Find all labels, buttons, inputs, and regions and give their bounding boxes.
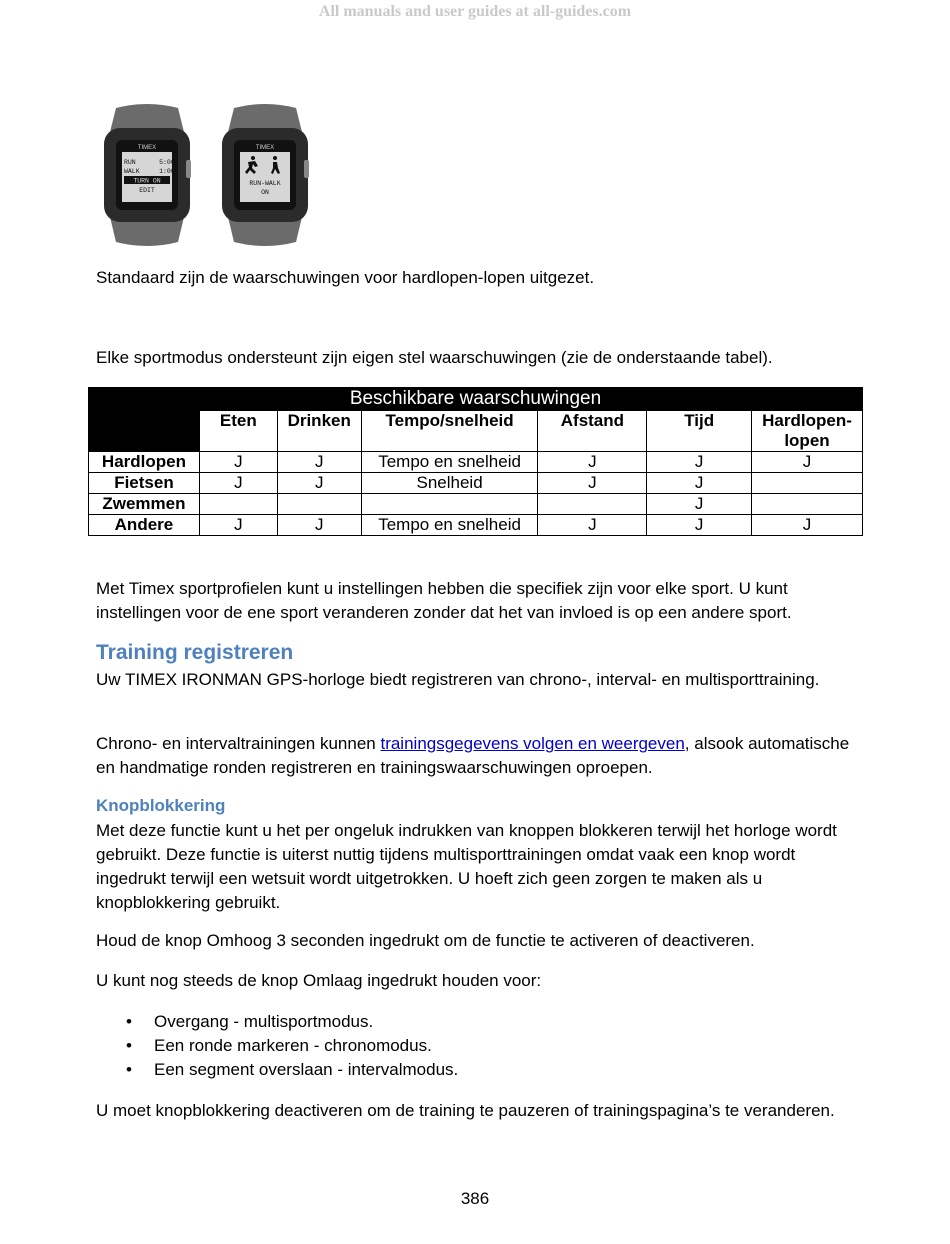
table-cell: J (199, 515, 277, 536)
paragraph-sport-profiles: Met Timex sportprofielen kunt u instellingen hebben die specifiek zijn voor elke sport. U kunt instellingen voor de ene sport veranderen zonder dat het van invloed is op een andere sport. (96, 579, 792, 622)
table-cell: J (538, 473, 647, 494)
bullet-icon: • (126, 1012, 132, 1031)
table-cell: J (752, 515, 863, 536)
table-corner (89, 411, 200, 452)
table-cell: J (199, 452, 277, 473)
column-header: Hardlopen-lopen (752, 411, 863, 452)
watch-images (102, 102, 312, 247)
row-header: Zwemmen (89, 494, 200, 515)
paragraph-still-hold-down: U kunt nog steeds de knop Omlaag ingedrukt houden voor: (96, 971, 542, 990)
column-header: Tempo/snelheid (361, 411, 538, 452)
table-cell: J (752, 452, 863, 473)
watch-image-run-walk-setting (102, 102, 192, 247)
list-item (96, 1034, 458, 1058)
table-row (89, 515, 863, 536)
column-header: Eten (199, 411, 277, 452)
list-item-text: Overgang - multisportmodus. (154, 1012, 374, 1031)
watermark: All manuals and user guides at all-guides.com (318, 3, 632, 20)
list-item (96, 1010, 458, 1034)
table-row (89, 452, 863, 473)
table-cell (752, 473, 863, 494)
bullet-list (96, 1010, 458, 1082)
table-cell: Tempo en snelheid (361, 515, 538, 536)
alerts-table (88, 387, 863, 536)
chrono-text-after: , alsook automatische en handmatige ronden registreren en trainingswaarschuwingen oproepen. (96, 734, 850, 777)
list-item (96, 1058, 458, 1082)
table-row (89, 473, 863, 494)
table-cell: J (199, 473, 277, 494)
table-cell (752, 494, 863, 515)
page-number: 386 (460, 1189, 490, 1208)
table-cell: J (647, 494, 752, 515)
column-header: Drinken (277, 411, 361, 452)
chrono-text-before: Chrono- en intervaltrainingen kunnen (96, 734, 381, 753)
table-cell: J (647, 515, 752, 536)
table-cell (277, 494, 361, 515)
paragraph-deactivate: U moet knopblokkering deactiveren om de training te pauzeren of trainingspagina’s te veranderen. (96, 1101, 835, 1120)
watch-screen-line: RUN-WALK (249, 180, 281, 187)
paragraph-sport-mode: Elke sportmodus ondersteunt zijn eigen stel waarschuwingen (zie de onderstaande tabel). (96, 348, 773, 367)
table-cell (538, 494, 647, 515)
table-cell: J (538, 452, 647, 473)
paragraph-default-alerts: Standaard zijn de waarschuwingen voor hardlopen-lopen uitgezet. (96, 268, 595, 287)
row-header: Hardlopen (89, 452, 200, 473)
watch-screen-line: ON (261, 189, 269, 196)
watch-screen-line: EDIT (139, 187, 155, 194)
table-cell (199, 494, 277, 515)
column-header: Tijd (647, 411, 752, 452)
paragraph-button-lock: Met deze functie kunt u het per ongeluk indrukken van knoppen blokkeren terwijl het horloge wordt gebruikt. Deze functie is uiterst nuttig tijdens multisporttrainingen omdat vaak een knop wordt ingedrukt terwijl een wetsuit wordt uitgetrokken. U hoeft zich geen zorgen te maken als u knopblokkering gebruikt. (96, 821, 837, 912)
list-item-text: Een segment overslaan - intervalmodus. (154, 1060, 459, 1079)
table-row (89, 494, 863, 515)
watch-screen-line: RUN 5:00 (124, 159, 175, 166)
table-cell: J (277, 515, 361, 536)
watch-brand: TIMEX (255, 145, 275, 151)
bullet-icon: • (126, 1036, 132, 1055)
table-cell: Snelheid (361, 473, 538, 494)
table-cell: Tempo en snelheid (361, 452, 538, 473)
watch-screen-line: TURN ON (133, 177, 161, 185)
training-data-link[interactable]: trainingsgegevens volgen en weergeven (380, 734, 685, 753)
table-title: Beschikbare waarschuwingen (89, 388, 863, 411)
heading-button-lock: Knopblokkering (96, 796, 226, 815)
column-header: Afstand (538, 411, 647, 452)
row-header: Fietsen (89, 473, 200, 494)
paragraph-hold-up: Houd de knop Omhoog 3 seconden ingedrukt om de functie te activeren of deactiveren. (96, 931, 755, 950)
watch-image-run-walk-on (220, 102, 310, 247)
watch-screen-line: WALK 1:00 (124, 168, 175, 175)
heading-training: Training registreren (96, 641, 294, 664)
table-cell: J (277, 473, 361, 494)
table-cell: J (538, 515, 647, 536)
table-cell (361, 494, 538, 515)
table-cell: J (647, 452, 752, 473)
bullet-icon: • (126, 1060, 132, 1079)
paragraph-chrono (96, 732, 856, 780)
table-cell: J (647, 473, 752, 494)
watch-brand: TIMEX (137, 145, 157, 151)
table-cell: J (277, 452, 361, 473)
paragraph-training: Uw TIMEX IRONMAN GPS-horloge biedt registreren van chrono-, interval- en multisporttraining. (96, 670, 820, 689)
list-item-text: Een ronde markeren - chronomodus. (154, 1036, 432, 1055)
row-header: Andere (89, 515, 200, 536)
